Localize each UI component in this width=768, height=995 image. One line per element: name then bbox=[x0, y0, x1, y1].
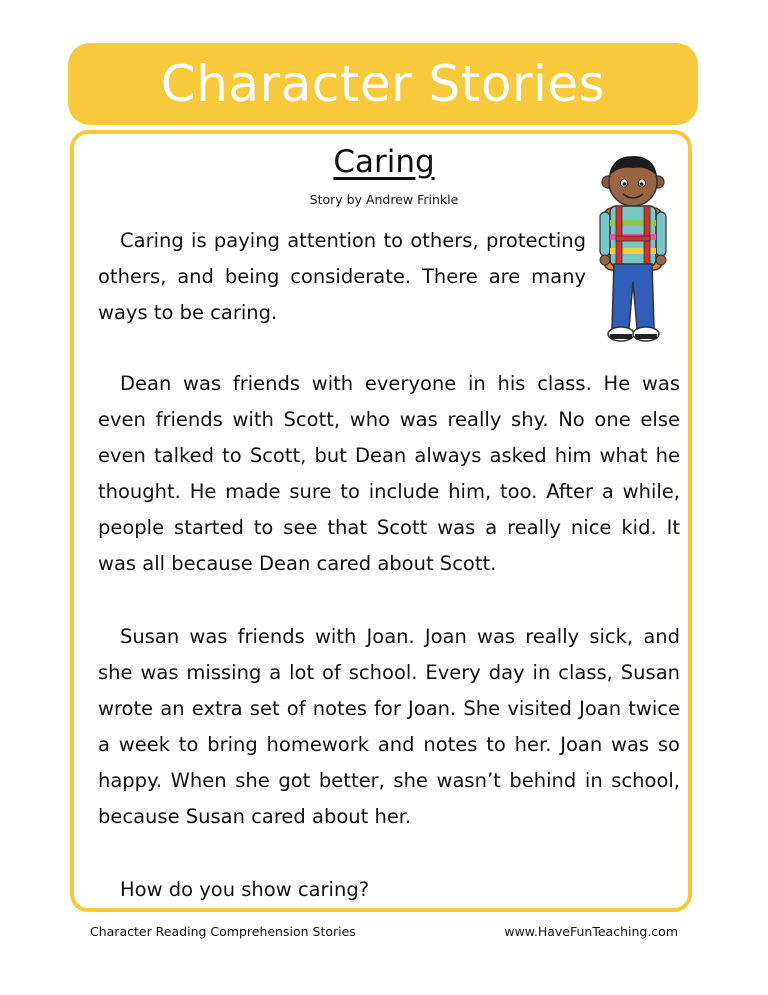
story-paragraph: Dean was friends with everyone in his class. He was even friends with Scott, who was really shy. No one else even talked to Scott, but Dean always asked him what he thought. He made sure to include him, too. After a while, people started to see that Scott was a really nice kid. It was all because Dean cared about Scott. bbox=[98, 372, 680, 575]
story-question: How do you show caring? bbox=[120, 878, 370, 901]
header-banner bbox=[68, 43, 698, 125]
story-paragraph: Caring is paying attention to others, protecting others, and being considerate. There are many ways to be caring. bbox=[98, 229, 586, 324]
boy-with-backpack-illustration bbox=[596, 150, 670, 346]
story-title: Caring bbox=[333, 144, 435, 180]
footer-series-label: Character Reading Comprehension Stories bbox=[90, 924, 356, 939]
story-byline: Story by Andrew Frinkle bbox=[309, 192, 459, 207]
story-paragraph: Susan was friends with Joan. Joan was really sick, and she was missing a lot of school. Every day in class, Susan wrote an extra set of notes for Joan. She visited Joan twice a week to bring homework and notes to her. Joan was so happy. When she got better, she wasn’t behind in school, because Susan cared about her. bbox=[98, 625, 680, 828]
footer-website: www.HaveFunTeaching.com bbox=[504, 924, 678, 939]
page-title: Character Stories bbox=[160, 55, 606, 113]
